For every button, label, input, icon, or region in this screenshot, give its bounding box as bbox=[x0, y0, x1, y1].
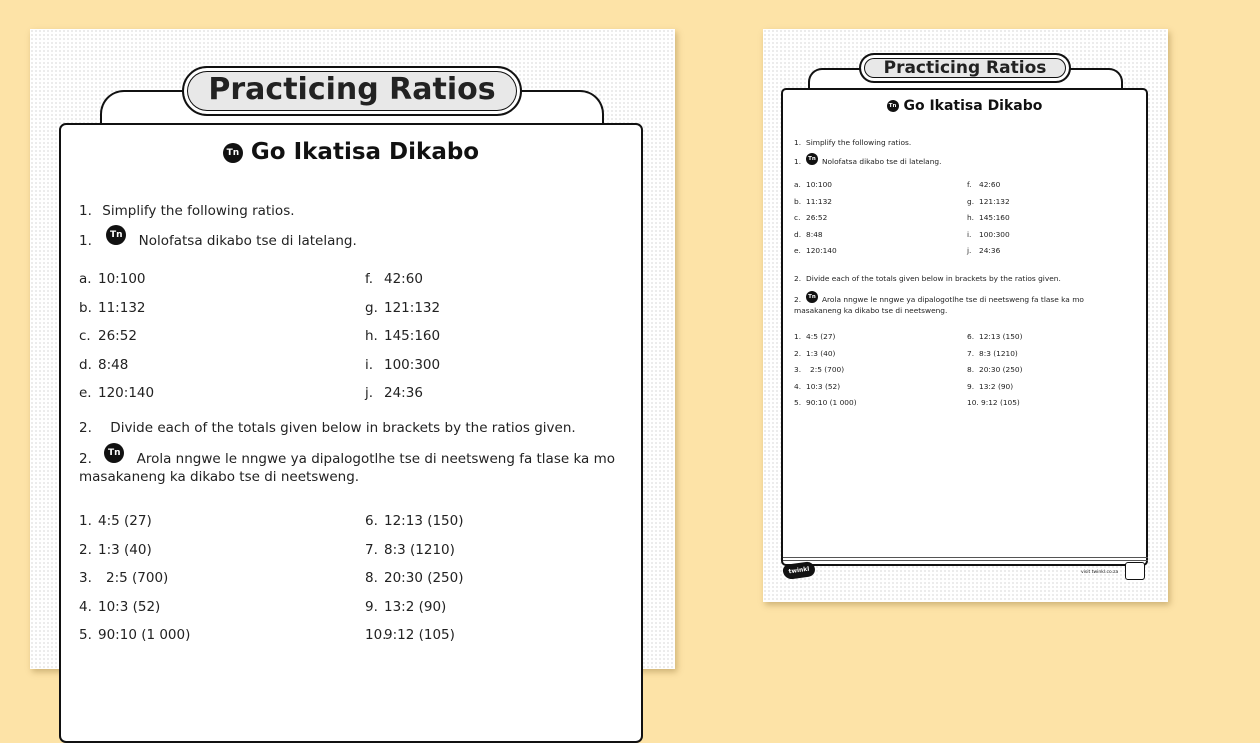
list-item: 9. 13:2 (90) bbox=[365, 598, 447, 615]
list-item: 2. 1:3 (40) bbox=[79, 541, 152, 558]
list-item: 1. 4:5 (27) bbox=[79, 513, 152, 529]
q2-translation: 2. Tn Arola nngwe le nngwe ya dipalogotlhe tse di neetsweng fa tlase ka mo bbox=[794, 294, 1084, 306]
q2-instruction-text: Divide each of the totals given below in brackets by the ratios given. bbox=[110, 420, 576, 436]
q2-translation-line1: Arola nngwe le nngwe ya dipalogotlhe tse di neetsweng fa tlase ka mo bbox=[136, 451, 616, 467]
list-item: 1. 4:5 (27) bbox=[794, 332, 836, 341]
footer-badge-icon bbox=[1125, 562, 1145, 580]
list-item: d. 8:48 bbox=[79, 356, 129, 373]
worksheet-preview-large bbox=[30, 29, 675, 669]
list-item: b. 11:132 bbox=[794, 196, 833, 206]
worksheet-title: Practicing Ratios bbox=[182, 66, 522, 116]
q2-instruction: 2. Divide each of the totals given below in brackets by the ratios given. bbox=[794, 274, 1061, 283]
q1-translation-text: Nolofatsa dikabo tse di latelang. bbox=[138, 233, 357, 249]
list-item: f. 42:60 bbox=[365, 271, 423, 287]
q1-translation-number: 1. bbox=[79, 233, 92, 249]
worksheet-title: Practicing Ratios bbox=[859, 53, 1071, 83]
language-badge-icon: Tn bbox=[104, 443, 124, 463]
footer-url: visit twinkl.co.za bbox=[1081, 570, 1119, 575]
heading-text: Go Ikatisa Dikabo bbox=[250, 139, 480, 165]
language-badge-icon: Tn bbox=[887, 100, 899, 112]
list-item: 7. 8:3 (1210) bbox=[365, 541, 455, 558]
list-item: h. 145:160 bbox=[365, 328, 441, 344]
language-badge-icon: Tn bbox=[223, 143, 243, 163]
list-item: 4. 10:3 (52) bbox=[79, 598, 161, 615]
list-item: 8. 20:30 (250) bbox=[365, 570, 464, 586]
list-item: c. 26:52 bbox=[794, 213, 828, 222]
list-item: 9. 13:2 (90) bbox=[967, 381, 1014, 391]
list-item: 4. 10:3 (52) bbox=[794, 381, 841, 391]
list-item: a. 10:100 bbox=[79, 271, 146, 287]
list-item: i. 100:300 bbox=[365, 356, 441, 373]
q1-instruction bbox=[79, 203, 295, 219]
list-item: 2. 1:3 (40) bbox=[794, 348, 836, 358]
q2-translation-line2: masakaneng ka dikabo tse di neetsweng. bbox=[794, 306, 948, 315]
list-item: 10.9:12 (105) bbox=[365, 627, 455, 643]
q2-ratio-list bbox=[79, 513, 619, 643]
list-item: 6. 12:13 (150) bbox=[365, 513, 464, 529]
q2-ratio-list bbox=[794, 332, 1124, 407]
list-item: f. 42:60 bbox=[967, 180, 1001, 189]
q1-ratio-list bbox=[79, 271, 619, 401]
list-item: 7. 8:3 (1210) bbox=[967, 348, 1018, 358]
footer-divider bbox=[783, 557, 1148, 561]
q1-number: 1. bbox=[79, 203, 92, 219]
worksheet-heading bbox=[783, 98, 1146, 114]
list-item: g. 121:132 bbox=[967, 196, 1010, 206]
list-item: j. 24:36 bbox=[967, 246, 1001, 255]
q2-translation bbox=[79, 449, 615, 469]
language-badge-icon: Tn bbox=[106, 225, 126, 245]
list-item: d. 8:48 bbox=[794, 229, 823, 239]
list-item: j. 24:36 bbox=[365, 385, 423, 401]
twinkl-logo-icon: twinkl bbox=[782, 561, 816, 580]
list-item: h. 145:160 bbox=[967, 213, 1010, 222]
list-item: 3. 2:5 (700) bbox=[79, 570, 169, 586]
list-item: c. 26:52 bbox=[79, 328, 137, 344]
worksheet-preview-full bbox=[763, 29, 1168, 602]
list-item: i. 100:300 bbox=[967, 229, 1010, 239]
heading-text: Go Ikatisa Dikabo bbox=[903, 98, 1043, 114]
language-badge-icon: Tn bbox=[806, 291, 818, 303]
q1-instruction: 1. Simplify the following ratios. bbox=[794, 138, 912, 147]
list-item: 3. 2:5 (700) bbox=[794, 365, 845, 374]
q1-translation bbox=[79, 231, 357, 251]
list-item: e. 120:140 bbox=[79, 385, 155, 401]
list-item: a. 10:100 bbox=[794, 180, 833, 189]
q2-translation-number: 2. bbox=[79, 451, 92, 467]
q2-translation-line2: masakaneng ka dikabo tse di neetsweng. bbox=[79, 469, 360, 485]
list-item: g. 121:132 bbox=[365, 299, 441, 316]
list-item: 5. 90:10 (1 000) bbox=[79, 627, 191, 643]
list-item: e. 120:140 bbox=[794, 246, 837, 255]
q2-number: 2. bbox=[79, 420, 92, 436]
q1-translation: 1. Tn Nolofatsa dikabo tse di latelang. bbox=[794, 156, 941, 168]
q1-ratio-list bbox=[794, 180, 1124, 255]
content-box bbox=[781, 88, 1148, 566]
list-item: 10. 9:12 (105) bbox=[967, 398, 1020, 407]
list-item: 6. 12:13 (150) bbox=[967, 332, 1023, 341]
q2-instruction bbox=[79, 420, 576, 436]
q1-instruction-text: Simplify the following ratios. bbox=[102, 203, 295, 219]
list-item: b. 11:132 bbox=[79, 299, 146, 316]
content-box bbox=[59, 123, 643, 743]
list-item: 5. 90:10 (1 000) bbox=[794, 398, 857, 407]
list-item: 8. 20:30 (250) bbox=[967, 365, 1023, 374]
language-badge-icon: Tn bbox=[806, 153, 818, 165]
worksheet-heading bbox=[61, 139, 641, 165]
